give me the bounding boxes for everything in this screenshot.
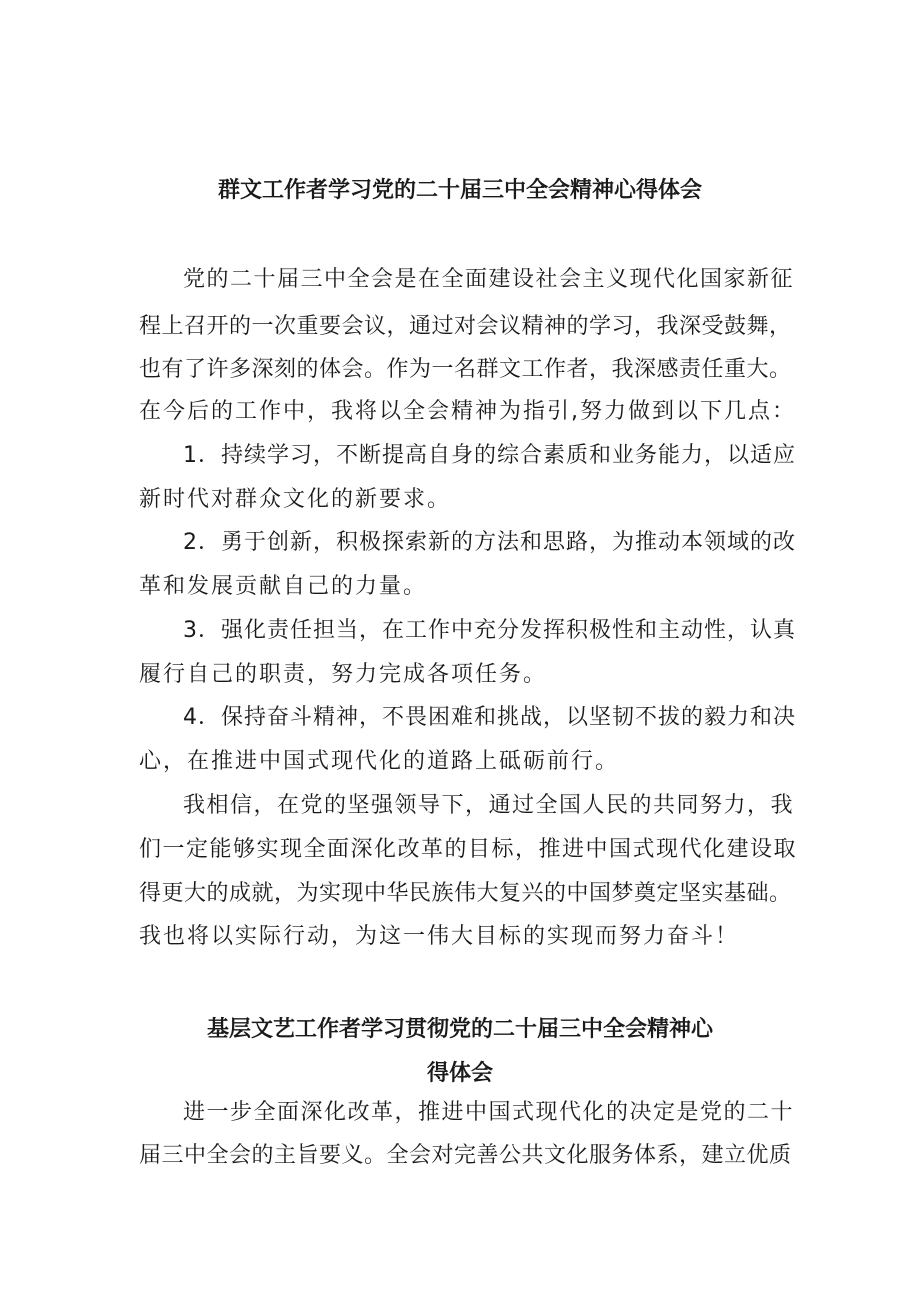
article1-closing-line-3: 得更大的成就，为实现中华民族伟大复兴的中国梦奠定坚实基础。 <box>139 881 792 906</box>
article1-intro-line-2: 程上召开的一次重要会议，通过对会议精神的学习，我深受鼓舞， <box>139 314 792 339</box>
article1-point-4-line-1: 4．保持奋斗精神，不畏困难和挑战，以坚韧不拔的毅力和决 <box>183 705 796 730</box>
article1-point-2-line-1: 2．勇于创新，积极探索新的方法和思路，为推动本领域的改 <box>183 530 796 555</box>
article1-point-2-line-2: 革和发展贡献自己的力量。 <box>139 574 428 599</box>
article2-title-line-2: 得体会 <box>426 1061 493 1086</box>
article1-intro-line-3: 也有了许多深刻的体会。作为一名群文工作者，我深感责任重大。 <box>139 357 792 382</box>
article1-point-3-line-2: 履行自己的职责，努力完成各项任务。 <box>139 662 548 687</box>
article1-point-1-line-1: 1．持续学习，不断提高自身的综合素质和业务能力，以适应 <box>183 443 796 468</box>
article1-point-4-line-2: 心，在推进中国式现代化的道路上砥砺前行。 <box>139 749 620 774</box>
article1-closing-line-2: 们一定能够实现全面深化改革的目标，推进中国式现代化建设取 <box>139 837 798 862</box>
article1-point-1-line-2: 新时代对群众文化的新要求。 <box>139 487 452 512</box>
article1-title: 群文工作者学习党的二十届三中全会精神心得体会 <box>217 178 702 203</box>
article2-body-line-1: 进一步全面深化改革，推进中国式现代化的决定是党的二十 <box>183 1100 795 1125</box>
article1-intro-line-1: 党的二十届三中全会是在全面建设社会主义现代化国家新征 <box>183 267 795 292</box>
article2-body-line-2: 届三中全会的主旨要义。全会对完善公共文化服务体系，建立优质 <box>139 1143 792 1168</box>
article2-title-line-1: 基层文艺工作者学习贯彻党的二十届三中全会精神心 <box>206 1017 713 1042</box>
article1-intro-line-4: 在今后的工作中，我将以全会精神为指引,努力做到以下几点： <box>139 399 796 424</box>
article1-closing-line-4: 我也将以实际行动，为这一伟大目标的实现而努力奋斗！ <box>139 924 740 949</box>
article1-closing-line-1: 我相信，在党的坚强领导下，通过全国人民的共同努力，我 <box>183 793 795 818</box>
article1-point-3-line-1: 3．强化责任担当，在工作中充分发挥积极性和主动性，认真 <box>183 618 796 643</box>
